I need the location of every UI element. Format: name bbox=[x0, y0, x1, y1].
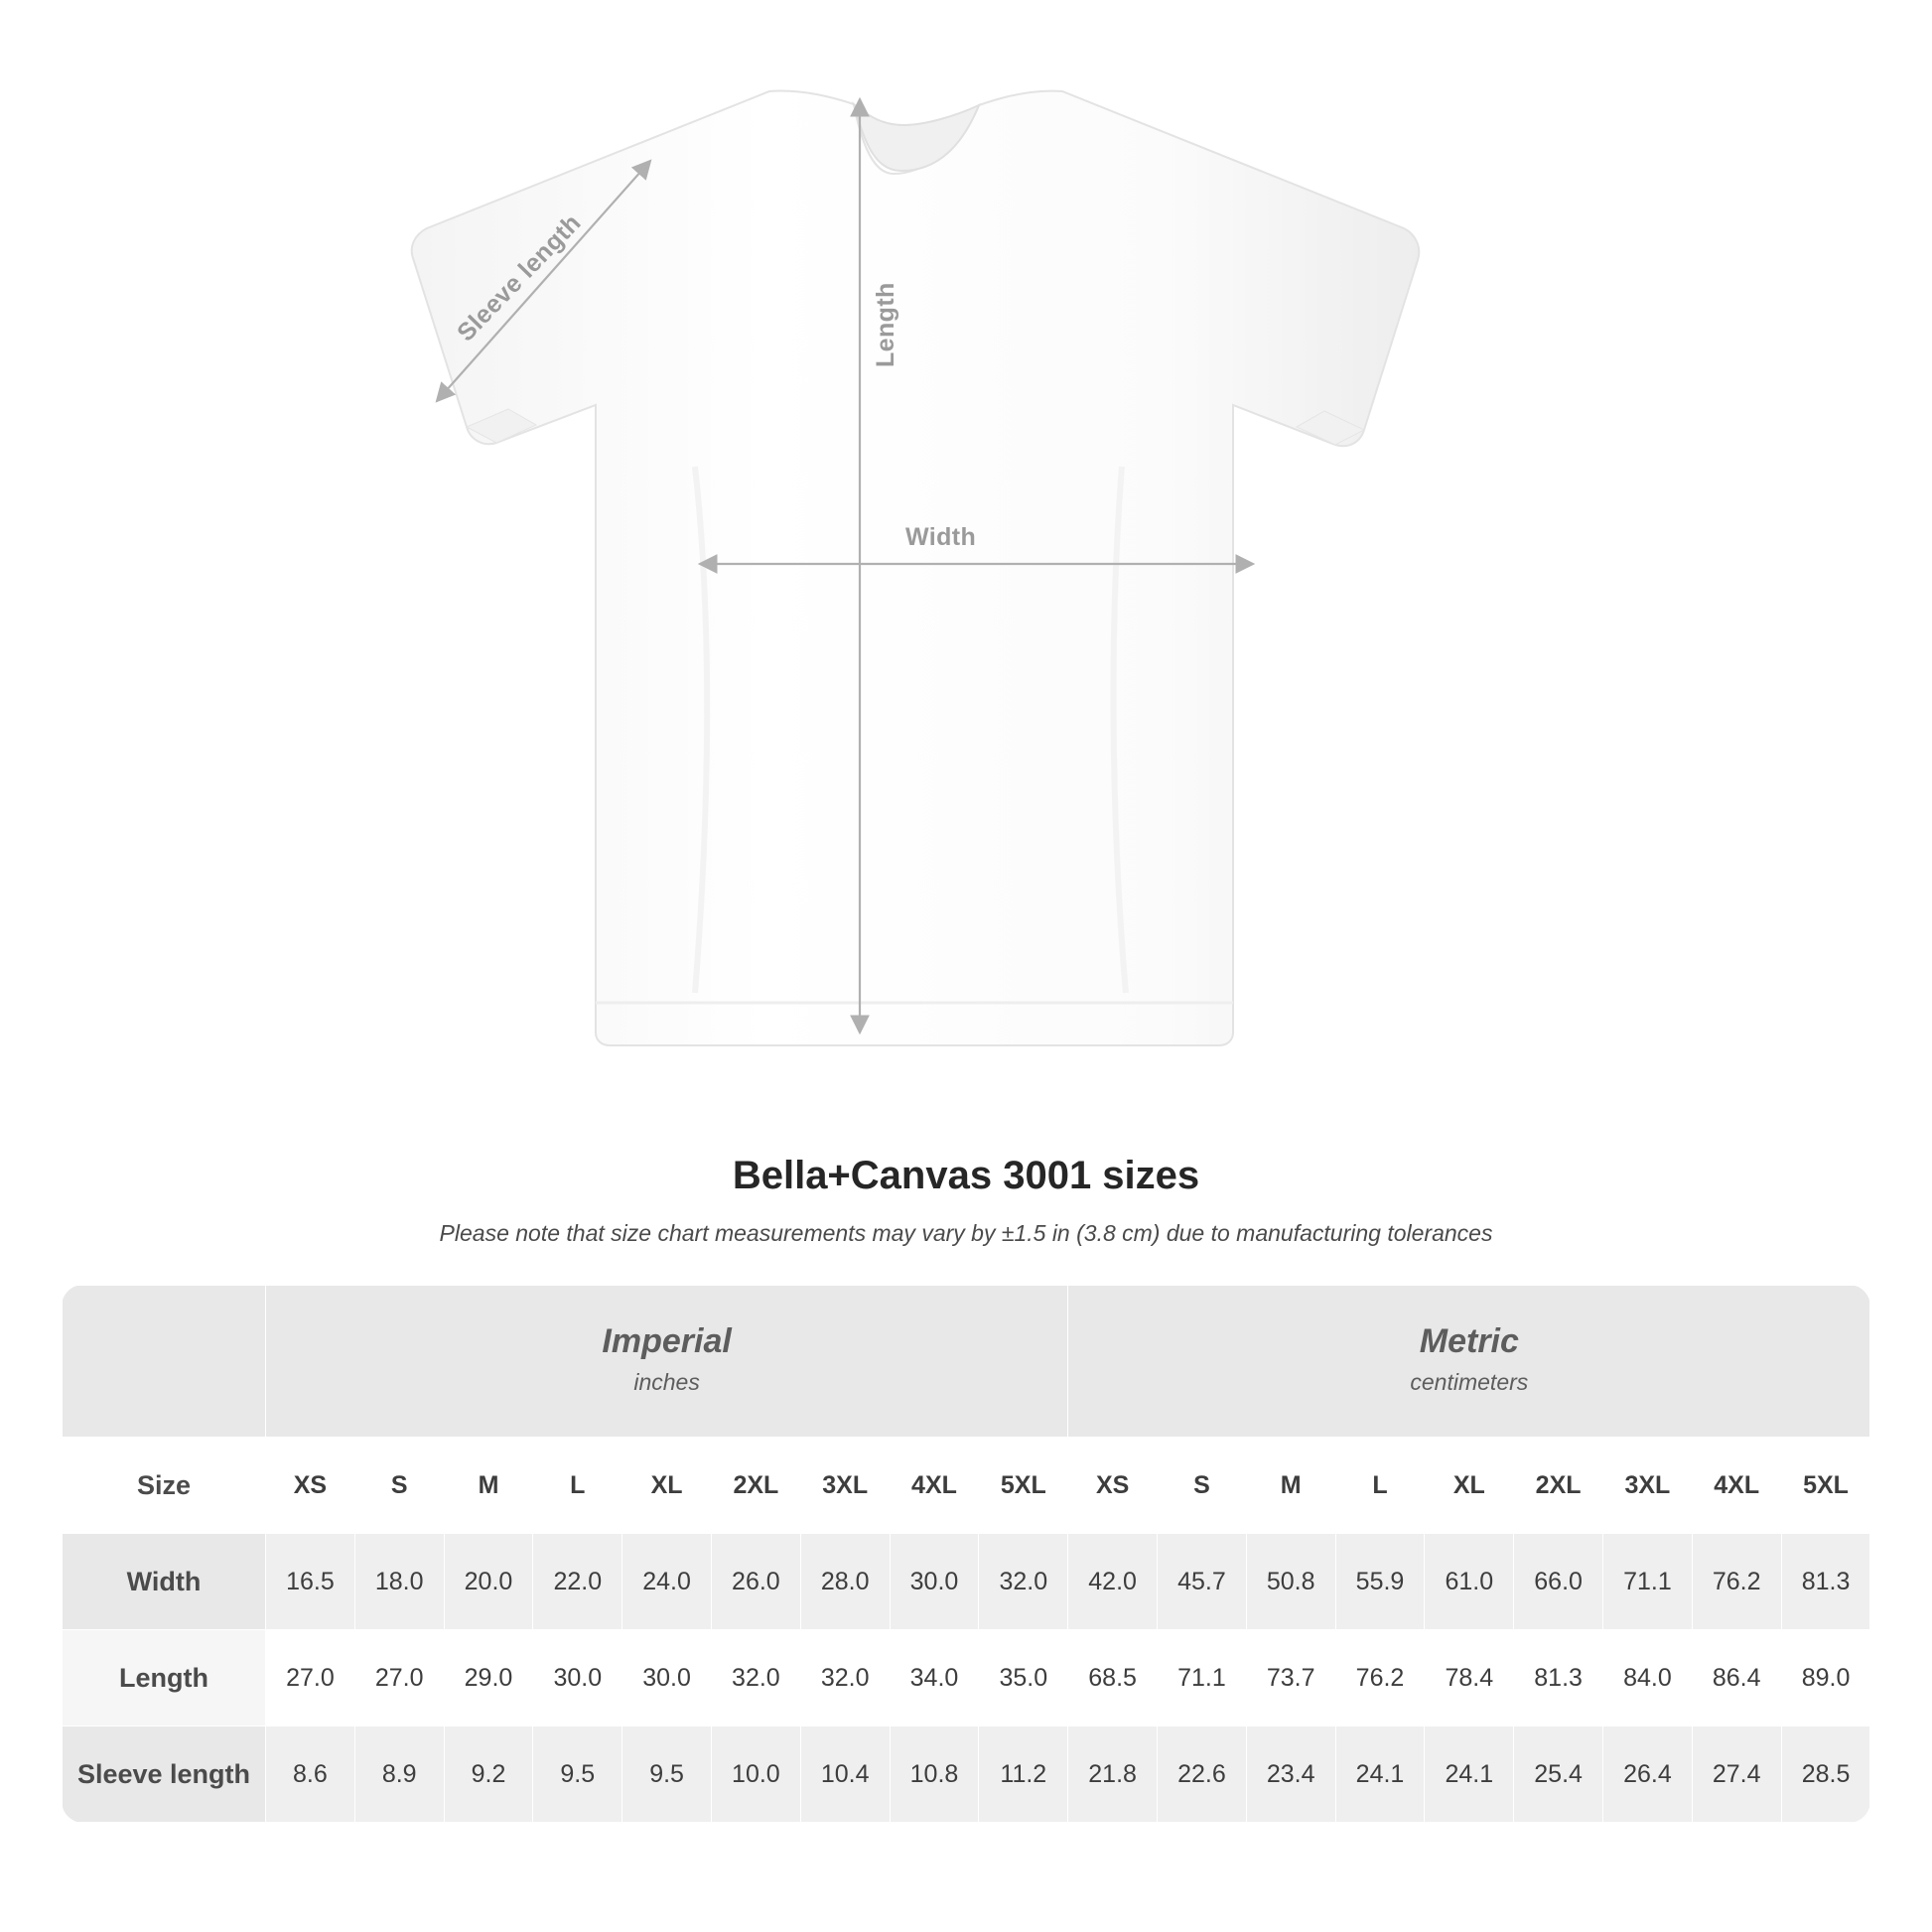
size-header-cell: XL bbox=[622, 1438, 712, 1534]
table-cell: 9.5 bbox=[533, 1726, 622, 1823]
table-row bbox=[63, 1726, 1870, 1823]
size-header-cell: L bbox=[533, 1438, 622, 1534]
table-cell: 8.6 bbox=[266, 1726, 355, 1823]
table-cell: 32.0 bbox=[800, 1630, 890, 1726]
size-row-label: Size bbox=[63, 1438, 266, 1534]
table-cell: 84.0 bbox=[1603, 1630, 1693, 1726]
size-table bbox=[62, 1285, 1870, 1823]
table-cell: 16.5 bbox=[266, 1534, 355, 1630]
page-title: Bella+Canvas 3001 sizes bbox=[732, 1154, 1200, 1197]
table-cell: 32.0 bbox=[979, 1534, 1068, 1630]
size-header-cell: 4XL bbox=[890, 1438, 979, 1534]
size-header-cell: 2XL bbox=[1514, 1438, 1603, 1534]
table-cell: 22.0 bbox=[533, 1534, 622, 1630]
table-cell: 76.2 bbox=[1335, 1630, 1425, 1726]
title-block bbox=[0, 1154, 1932, 1247]
table-cell: 26.4 bbox=[1603, 1726, 1693, 1823]
table-cell: 29.0 bbox=[444, 1630, 533, 1726]
table-cell: 34.0 bbox=[890, 1630, 979, 1726]
row-label-sleeve-length: Sleeve length bbox=[63, 1726, 266, 1823]
table-cell: 25.4 bbox=[1514, 1726, 1603, 1823]
table-cell: 24.1 bbox=[1335, 1726, 1425, 1823]
table-row bbox=[63, 1534, 1870, 1630]
table-cell: 35.0 bbox=[979, 1630, 1068, 1726]
table-cell: 10.8 bbox=[890, 1726, 979, 1823]
size-header-cell: 5XL bbox=[1781, 1438, 1870, 1534]
unit-header-row bbox=[63, 1286, 1870, 1438]
table-cell: 50.8 bbox=[1246, 1534, 1335, 1630]
table-cell: 78.4 bbox=[1425, 1630, 1514, 1726]
size-header-row bbox=[63, 1438, 1870, 1534]
table-cell: 18.0 bbox=[354, 1534, 444, 1630]
size-header-cell: S bbox=[1158, 1438, 1247, 1534]
imperial-unit-name: Imperial bbox=[602, 1322, 732, 1361]
table-cell: 27.4 bbox=[1692, 1726, 1781, 1823]
table-cell: 9.2 bbox=[444, 1726, 533, 1823]
table-cell: 66.0 bbox=[1514, 1534, 1603, 1630]
size-header-cell: 5XL bbox=[979, 1438, 1068, 1534]
size-header-cell: M bbox=[444, 1438, 533, 1534]
size-header-cell: S bbox=[354, 1438, 444, 1534]
table-cell: 9.5 bbox=[622, 1726, 712, 1823]
table-cell: 23.4 bbox=[1246, 1726, 1335, 1823]
table-cell: 28.0 bbox=[800, 1534, 890, 1630]
imperial-unit-cell bbox=[266, 1286, 1068, 1438]
table-cell: 27.0 bbox=[266, 1630, 355, 1726]
tolerance-note: Please note that size chart measurements may vary by ±1.5 in (3.8 cm) due to manufacturing tolerances bbox=[439, 1220, 1493, 1246]
table-cell: 10.4 bbox=[800, 1726, 890, 1823]
size-header-cell: XS bbox=[1068, 1438, 1158, 1534]
size-header-cell: 2XL bbox=[711, 1438, 800, 1534]
table-cell: 24.0 bbox=[622, 1534, 712, 1630]
table-cell: 76.2 bbox=[1692, 1534, 1781, 1630]
table-cell: 45.7 bbox=[1158, 1534, 1247, 1630]
table-cell: 8.9 bbox=[354, 1726, 444, 1823]
table-cell: 71.1 bbox=[1603, 1534, 1693, 1630]
size-table-container bbox=[62, 1285, 1870, 1823]
table-cell: 61.0 bbox=[1425, 1534, 1514, 1630]
size-header-cell: 4XL bbox=[1692, 1438, 1781, 1534]
size-header-cell: M bbox=[1246, 1438, 1335, 1534]
metric-unit-cell bbox=[1068, 1286, 1870, 1438]
metric-unit-name: Metric bbox=[1419, 1322, 1519, 1361]
sleeve-length-label: Sleeve length bbox=[452, 208, 587, 347]
size-header-cell: XS bbox=[266, 1438, 355, 1534]
row-label-length: Length bbox=[63, 1630, 266, 1726]
table-cell: 32.0 bbox=[711, 1630, 800, 1726]
size-header-cell: 3XL bbox=[800, 1438, 890, 1534]
table-cell: 11.2 bbox=[979, 1726, 1068, 1823]
table-cell: 86.4 bbox=[1692, 1630, 1781, 1726]
table-cell: 81.3 bbox=[1514, 1630, 1603, 1726]
length-label: Length bbox=[872, 282, 899, 367]
width-label: Width bbox=[905, 523, 977, 551]
metric-unit-sub: centimeters bbox=[1410, 1368, 1529, 1395]
table-cell: 27.0 bbox=[354, 1630, 444, 1726]
size-header-cell: 3XL bbox=[1603, 1438, 1693, 1534]
table-cell: 55.9 bbox=[1335, 1534, 1425, 1630]
table-cell: 68.5 bbox=[1068, 1630, 1158, 1726]
row-label-width: Width bbox=[63, 1534, 266, 1630]
imperial-unit-sub: inches bbox=[633, 1368, 700, 1395]
table-cell: 42.0 bbox=[1068, 1534, 1158, 1630]
table-cell: 73.7 bbox=[1246, 1630, 1335, 1726]
table-cell: 24.1 bbox=[1425, 1726, 1514, 1823]
unit-corner-cell bbox=[63, 1286, 266, 1438]
table-cell: 30.0 bbox=[533, 1630, 622, 1726]
size-header-cell: L bbox=[1335, 1438, 1425, 1534]
table-cell: 89.0 bbox=[1781, 1630, 1870, 1726]
table-cell: 22.6 bbox=[1158, 1726, 1247, 1823]
table-cell: 28.5 bbox=[1781, 1726, 1870, 1823]
table-cell: 30.0 bbox=[622, 1630, 712, 1726]
table-cell: 30.0 bbox=[890, 1534, 979, 1630]
table-cell: 71.1 bbox=[1158, 1630, 1247, 1726]
table-cell: 81.3 bbox=[1781, 1534, 1870, 1630]
table-cell: 21.8 bbox=[1068, 1726, 1158, 1823]
table-row bbox=[63, 1630, 1870, 1726]
table-cell: 10.0 bbox=[711, 1726, 800, 1823]
size-header-cell: XL bbox=[1425, 1438, 1514, 1534]
table-cell: 20.0 bbox=[444, 1534, 533, 1630]
table-cell: 26.0 bbox=[711, 1534, 800, 1630]
